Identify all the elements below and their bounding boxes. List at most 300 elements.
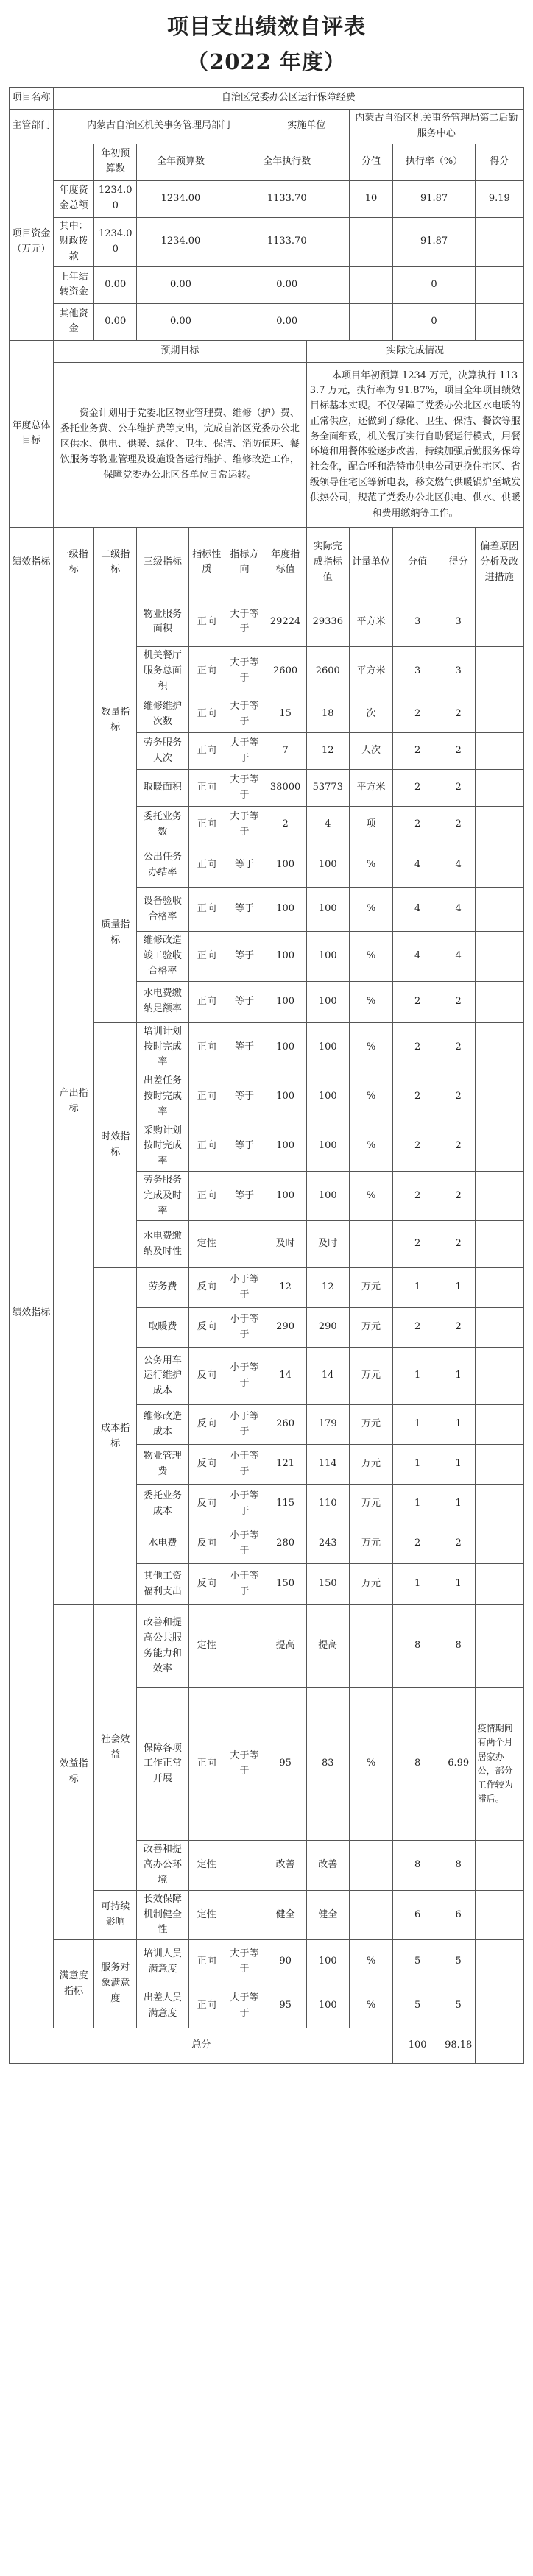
row-funds-header (10, 144, 524, 180)
indicator-unit: 万元 (349, 1524, 393, 1564)
indicator-get: 8 (442, 1841, 475, 1890)
indicator-actual: 100 (306, 888, 349, 932)
indicator-score: 8 (393, 1688, 442, 1841)
indicator-nature: 正向 (188, 807, 225, 843)
indicator-row (10, 1605, 524, 1688)
indicator-row (10, 598, 524, 646)
goals-label: 年度总体目标 (10, 340, 54, 527)
funds-row: 其中：财政拨款 1234.00 1234.00 1133.70 91.87 (10, 217, 524, 266)
indicator-actual: 18 (306, 696, 349, 733)
indicator-get: 2 (442, 770, 475, 807)
level1-output: 产出指标 (53, 598, 94, 1604)
indicator-get: 4 (442, 932, 475, 981)
indicator-unit: 万元 (349, 1348, 393, 1405)
goals-expected-text: 资金计划用于党委北区物业管理费、维修（护）费、委托业务费、公车维护费等支出，完成自治区党委办公北区供水、供电、供暖、绿化、卫生、保洁、消防值班、餐饮服务等物业管理及设施设备运行维护、维修改造工作，保障党委办公北区各单位日常运转。 (53, 362, 306, 527)
row-project-name (10, 88, 524, 110)
evaluation-table (9, 87, 524, 2064)
goals-actual-text: 本项目年初预算 1234 万元，决算执行 1133.7 万元，执行率为 91.87%，项目全年项目绩效目标基本实现。不仅保障了党委办公北区水电暖的正常供应，还做到了绿化、卫生、保洁、餐饮等服务全面细致，机关餐厅实行自助餐运行模式，用餐环境和用餐体验逐步改善，持续加强后勤服务保障社会化，配合呼和浩特市供电公司更换住宅区、省级领导住宅区等新电表，移交燃气供暖锅炉至城发供热公司，规范了党委办公北区供电、供水、供暖和费用缴纳等工作。 (306, 362, 523, 527)
col-score: 分值 (349, 144, 393, 180)
indicator-target: 90 (264, 1940, 307, 1984)
indicator-reason (475, 770, 523, 807)
indicator-nature: 反向 (188, 1268, 225, 1308)
col-get: 得分 (475, 144, 523, 180)
indicator-get: 6 (442, 1890, 475, 1939)
indicator-actual: 29336 (306, 598, 349, 646)
indicator-name: 取暖面积 (137, 770, 189, 807)
indicator-reason (475, 1564, 523, 1605)
indicator-unit: 万元 (349, 1405, 393, 1445)
indicator-row (10, 1940, 524, 1984)
indicator-get: 4 (442, 888, 475, 932)
indicator-score: 3 (393, 598, 442, 646)
indicator-unit (349, 1221, 393, 1268)
indicator-unit: 项 (349, 807, 393, 843)
indicator-nature: 反向 (188, 1564, 225, 1605)
indicator-target: 15 (264, 696, 307, 733)
row-total (10, 2028, 524, 2064)
indicator-unit: % (349, 1688, 393, 1841)
indicator-score: 8 (393, 1605, 442, 1688)
indicator-reason (475, 807, 523, 843)
indicator-reason (475, 1984, 523, 2028)
indicator-get: 8 (442, 1605, 475, 1688)
indicator-nature: 正向 (188, 981, 225, 1022)
indicator-unit: 平方米 (349, 598, 393, 646)
indicator-get: 2 (442, 1524, 475, 1564)
indicator-target: 95 (264, 1688, 307, 1841)
page-subtitle-year: （2022 年度） (187, 49, 346, 74)
indicator-direction: 等于 (225, 981, 264, 1022)
indicator-nature: 反向 (188, 1524, 225, 1564)
indicator-direction: 小于等于 (225, 1405, 264, 1445)
indicator-get: 3 (442, 646, 475, 696)
indicator-score: 4 (393, 932, 442, 981)
indicator-name: 保障各项工作正常开展 (137, 1688, 189, 1841)
indicator-reason (475, 1605, 523, 1688)
indicator-nature: 正向 (188, 1072, 225, 1122)
indicator-score: 6 (393, 1890, 442, 1939)
indicator-target: 29224 (264, 598, 307, 646)
goals-actual-head: 实际完成情况 (306, 340, 523, 362)
indicator-reason (475, 696, 523, 733)
indicator-actual: 100 (306, 932, 349, 981)
indicator-unit: % (349, 843, 393, 888)
indicator-get: 6.99 (442, 1688, 475, 1841)
indicator-name: 委托业务数 (137, 807, 189, 843)
unit-label: 实施单位 (264, 110, 349, 144)
indicator-get: 2 (442, 733, 475, 770)
indicator-actual: 100 (306, 1022, 349, 1072)
indicator-unit: 平方米 (349, 770, 393, 807)
indicator-unit (349, 1605, 393, 1688)
indicator-label: 绩效指标 (10, 598, 54, 2028)
indicator-unit: % (349, 1122, 393, 1171)
indicator-reason (475, 1171, 523, 1220)
level2-timeliness: 时效指标 (94, 1022, 137, 1268)
project-name-value: 自治区党委办公区运行保障经费 (53, 88, 523, 110)
indicator-nature: 反向 (188, 1308, 225, 1348)
indicator-unit: 次 (349, 696, 393, 733)
indicator-actual: 12 (306, 733, 349, 770)
indicator-target: 150 (264, 1564, 307, 1605)
indicator-get: 1 (442, 1268, 475, 1308)
indicator-target: 100 (264, 1072, 307, 1122)
indicator-nature: 定性 (188, 1890, 225, 1939)
indicator-get: 1 (442, 1405, 475, 1445)
funds-label: 项目资金（万元） (10, 144, 54, 340)
total-get: 98.18 (442, 2028, 475, 2064)
indicator-target: 2 (264, 807, 307, 843)
indicator-score: 2 (393, 1171, 442, 1220)
funds-row: 其他资金 0.00 0.00 0.00 0 (10, 303, 524, 340)
indicator-reason: 疫情期间有两个月居家办公，部分工作较为滞后。 (475, 1688, 523, 1841)
indicator-name: 其他工资福利支出 (137, 1564, 189, 1605)
indicator-score: 2 (393, 1221, 442, 1268)
indicator-name: 劳务服务完成及时率 (137, 1171, 189, 1220)
indicator-get: 4 (442, 843, 475, 888)
indicator-nature: 正向 (188, 646, 225, 696)
indicator-unit: 平方米 (349, 646, 393, 696)
indicator-nature: 反向 (188, 1445, 225, 1485)
indicator-reason (475, 598, 523, 646)
indicator-nature: 正向 (188, 1984, 225, 2028)
indicator-score: 5 (393, 1940, 442, 1984)
funds-row: 上年结转资金 0.00 0.00 0.00 0 (10, 266, 524, 303)
indicator-unit: 万元 (349, 1268, 393, 1308)
indicator-target: 提高 (264, 1605, 307, 1688)
indicator-score: 2 (393, 770, 442, 807)
page-title: 项目支出绩效自评表 (166, 14, 366, 39)
indicator-get: 2 (442, 981, 475, 1022)
indicator-reason (475, 1524, 523, 1564)
indicator-unit (349, 1841, 393, 1890)
level1-benefit: 效益指标 (53, 1605, 94, 1940)
indicator-get: 5 (442, 1940, 475, 1984)
indicator-nature: 正向 (188, 696, 225, 733)
indicator-actual: 4 (306, 807, 349, 843)
indicator-actual: 14 (306, 1348, 349, 1405)
indicator-target: 7 (264, 733, 307, 770)
indicator-direction: 小于等于 (225, 1445, 264, 1485)
indicator-target: 14 (264, 1348, 307, 1405)
row-department (10, 110, 524, 144)
indicator-name: 公务用车运行维护成本 (137, 1348, 189, 1405)
indicator-nature: 正向 (188, 1171, 225, 1220)
indicator-direction: 小于等于 (225, 1268, 264, 1308)
indicator-get: 1 (442, 1445, 475, 1485)
indicator-get: 2 (442, 807, 475, 843)
indicator-score: 1 (393, 1485, 442, 1524)
indicator-nature: 反向 (188, 1405, 225, 1445)
indicator-name: 水电费缴纳及时性 (137, 1221, 189, 1268)
indicator-score: 5 (393, 1984, 442, 2028)
indicator-get: 2 (442, 1072, 475, 1122)
indicator-direction (225, 1221, 264, 1268)
col-rate: 执行率（%） (393, 144, 475, 180)
total-score: 100 (393, 2028, 442, 2064)
indicator-unit: % (349, 932, 393, 981)
indicator-target: 12 (264, 1268, 307, 1308)
indicator-name: 维修改造竣工验收合格率 (137, 932, 189, 981)
indicator-target: 95 (264, 1984, 307, 2028)
indicator-score: 2 (393, 1524, 442, 1564)
indicator-actual: 179 (306, 1405, 349, 1445)
indicator-reason (475, 733, 523, 770)
indicator-nature: 定性 (188, 1221, 225, 1268)
indicator-target: 100 (264, 1171, 307, 1220)
indicator-get: 1 (442, 1485, 475, 1524)
goals-expected-head: 预期目标 (53, 340, 306, 362)
indicator-actual: 114 (306, 1445, 349, 1485)
indicator-unit: 人次 (349, 733, 393, 770)
indicator-name: 维修维护次数 (137, 696, 189, 733)
col-full-exec: 全年执行数 (225, 144, 349, 180)
level2-social: 社会效益 (94, 1605, 137, 1890)
indicator-name: 机关餐厅服务总面积 (137, 646, 189, 696)
indicator-score: 2 (393, 1072, 442, 1122)
indicator-direction (225, 1890, 264, 1939)
indicator-actual: 53773 (306, 770, 349, 807)
indicator-nature: 正向 (188, 598, 225, 646)
indicator-unit: 万元 (349, 1485, 393, 1524)
level2-service: 服务对象满意度 (94, 1940, 137, 2028)
row-goals-body (10, 362, 524, 527)
indicator-reason (475, 843, 523, 888)
indicator-reason (475, 888, 523, 932)
indicator-direction: 等于 (225, 1122, 264, 1171)
indicator-reason (475, 1268, 523, 1308)
indicator-name: 培训人员满意度 (137, 1940, 189, 1984)
indicator-name: 采购计划按时完成率 (137, 1122, 189, 1171)
indicator-name: 劳务服务人次 (137, 733, 189, 770)
indicator-nature: 正向 (188, 1122, 225, 1171)
total-label: 总分 (10, 2028, 393, 2064)
indicator-unit: 万元 (349, 1308, 393, 1348)
indicator-target: 100 (264, 1022, 307, 1072)
indicator-nature: 正向 (188, 1940, 225, 1984)
funds-row: 年度资金总额 1234.00 1234.00 1133.70 10 91.87 9.19 (10, 180, 524, 217)
indicator-direction: 大于等于 (225, 733, 264, 770)
indicator-name: 物业管理费 (137, 1445, 189, 1485)
indicator-score: 1 (393, 1564, 442, 1605)
indicator-name: 水电费缴纳足额率 (137, 981, 189, 1022)
indicator-get: 1 (442, 1564, 475, 1605)
indicator-actual: 290 (306, 1308, 349, 1348)
indicator-direction: 大于等于 (225, 646, 264, 696)
indicator-score: 1 (393, 1348, 442, 1405)
indicator-direction: 小于等于 (225, 1524, 264, 1564)
indicator-target: 121 (264, 1445, 307, 1485)
indicator-reason (475, 646, 523, 696)
indicator-unit: % (349, 888, 393, 932)
col-full-budget: 全年预算数 (137, 144, 225, 180)
indicator-actual: 健全 (306, 1890, 349, 1939)
indicator-score: 2 (393, 1308, 442, 1348)
indicator-actual: 及时 (306, 1221, 349, 1268)
row-indicator-header: 绩效指标 一级指标 二级指标 三级指标 指标性质 指标方向 年度指标值 实际完成指标值 计量单位 分值 得分 偏差原因分析及改进措施 (10, 527, 524, 598)
indicator-unit: 万元 (349, 1445, 393, 1485)
indicator-target: 100 (264, 888, 307, 932)
indicator-actual: 100 (306, 1940, 349, 1984)
indicator-target: 2600 (264, 646, 307, 696)
indicator-name: 出差人员满意度 (137, 1984, 189, 2028)
level2-cost: 成本指标 (94, 1268, 137, 1605)
indicator-actual: 100 (306, 1171, 349, 1220)
indicator-direction: 小于等于 (225, 1308, 264, 1348)
indicator-nature: 定性 (188, 1841, 225, 1890)
indicator-get: 2 (442, 1022, 475, 1072)
indicator-actual: 2600 (306, 646, 349, 696)
indicator-reason (475, 1022, 523, 1072)
indicator-actual: 100 (306, 1984, 349, 2028)
col-budget: 年初预算数 (94, 144, 137, 180)
indicator-direction: 大于等于 (225, 598, 264, 646)
indicator-name: 出差任务按时完成率 (137, 1072, 189, 1122)
indicator-name: 劳务费 (137, 1268, 189, 1308)
indicator-target: 290 (264, 1308, 307, 1348)
indicator-name: 物业服务面积 (137, 598, 189, 646)
indicator-direction: 大于等于 (225, 1940, 264, 1984)
indicator-direction: 大于等于 (225, 696, 264, 733)
indicator-nature: 定性 (188, 1605, 225, 1688)
indicator-actual: 100 (306, 981, 349, 1022)
indicator-get: 5 (442, 1984, 475, 2028)
indicator-direction: 大于等于 (225, 807, 264, 843)
indicator-unit: % (349, 1940, 393, 1984)
indicator-name: 委托业务成本 (137, 1485, 189, 1524)
project-name-label: 项目名称 (10, 88, 54, 110)
indicator-name: 取暖费 (137, 1308, 189, 1348)
indicator-unit: % (349, 1072, 393, 1122)
indicator-reason (475, 1405, 523, 1445)
indicator-get: 2 (442, 1221, 475, 1268)
indicator-target: 38000 (264, 770, 307, 807)
indicator-reason (475, 1890, 523, 1939)
indicator-direction: 等于 (225, 932, 264, 981)
indicator-score: 4 (393, 888, 442, 932)
indicator-actual: 110 (306, 1485, 349, 1524)
indicator-actual: 100 (306, 843, 349, 888)
indicator-direction: 大于等于 (225, 1688, 264, 1841)
indicator-reason (475, 1940, 523, 1984)
indicator-unit: % (349, 1984, 393, 2028)
indicator-actual: 83 (306, 1688, 349, 1841)
indicator-actual: 100 (306, 1072, 349, 1122)
indicator-name: 改善和提高公共服务能力和效率 (137, 1605, 189, 1688)
indicator-nature: 反向 (188, 1348, 225, 1405)
indicator-score: 2 (393, 696, 442, 733)
indicator-nature: 正向 (188, 843, 225, 888)
indicator-direction: 等于 (225, 1022, 264, 1072)
indicator-target: 健全 (264, 1890, 307, 1939)
indicator-target: 260 (264, 1405, 307, 1445)
level1-satisfaction: 满意度指标 (53, 1940, 94, 2028)
indicator-reason (475, 1348, 523, 1405)
row-goals-header (10, 340, 524, 362)
indicator-direction: 等于 (225, 1072, 264, 1122)
indicator-target: 100 (264, 843, 307, 888)
indicator-direction: 小于等于 (225, 1564, 264, 1605)
indicator-get: 3 (442, 598, 475, 646)
indicator-nature: 正向 (188, 1688, 225, 1841)
indicator-target: 115 (264, 1485, 307, 1524)
indicator-score: 3 (393, 646, 442, 696)
indicator-nature: 正向 (188, 888, 225, 932)
indicator-name: 公出任务办结率 (137, 843, 189, 888)
indicator-reason (475, 1445, 523, 1485)
indicator-reason (475, 1485, 523, 1524)
indicator-reason (475, 1841, 523, 1890)
indicator-score: 8 (393, 1841, 442, 1890)
level2-sustain: 可持续影响 (94, 1890, 137, 1939)
indicator-unit: % (349, 1171, 393, 1220)
indicator-get: 1 (442, 1348, 475, 1405)
indicator-unit: % (349, 1022, 393, 1072)
indicator-score: 2 (393, 733, 442, 770)
indicator-score: 1 (393, 1445, 442, 1485)
indicator-unit: 万元 (349, 1564, 393, 1605)
indicator-actual: 12 (306, 1268, 349, 1308)
indicator-name: 维修改造成本 (137, 1405, 189, 1445)
indicator-direction (225, 1841, 264, 1890)
indicator-target: 100 (264, 981, 307, 1022)
indicator-name: 改善和提高办公环境 (137, 1841, 189, 1890)
indicator-score: 4 (393, 843, 442, 888)
indicator-direction: 小于等于 (225, 1485, 264, 1524)
indicator-get: 2 (442, 696, 475, 733)
indicator-unit (349, 1890, 393, 1939)
indicator-nature: 正向 (188, 733, 225, 770)
indicator-name: 培训计划按时完成率 (137, 1022, 189, 1072)
indicator-score: 2 (393, 1122, 442, 1171)
indicator-get: 2 (442, 1308, 475, 1348)
indicator-nature: 正向 (188, 770, 225, 807)
indicator-direction (225, 1605, 264, 1688)
indicator-nature: 正向 (188, 1022, 225, 1072)
indicator-direction: 小于等于 (225, 1348, 264, 1405)
indicator-reason (475, 1072, 523, 1122)
indicator-target: 改善 (264, 1841, 307, 1890)
level2-quantity: 数量指标 (94, 598, 137, 843)
level2-quality: 质量指标 (94, 843, 137, 1022)
indicator-reason (475, 1122, 523, 1171)
indicator-score: 2 (393, 981, 442, 1022)
indicator-target: 及时 (264, 1221, 307, 1268)
indicator-reason (475, 1308, 523, 1348)
indicator-nature: 正向 (188, 932, 225, 981)
indicator-actual: 243 (306, 1524, 349, 1564)
indicator-get: 2 (442, 1122, 475, 1171)
indicator-actual: 改善 (306, 1841, 349, 1890)
indicator-unit: % (349, 981, 393, 1022)
indicator-score: 1 (393, 1268, 442, 1308)
indicator-score: 2 (393, 807, 442, 843)
unit-value: 内蒙古自治区机关事务管理局第二后勤服务中心 (349, 110, 523, 144)
indicator-actual: 100 (306, 1122, 349, 1171)
indicator-direction: 等于 (225, 888, 264, 932)
indicator-reason (475, 981, 523, 1022)
indicator-reason (475, 1221, 523, 1268)
indicator-direction: 等于 (225, 843, 264, 888)
dept-value: 内蒙古自治区机关事务管理局部门 (53, 110, 264, 144)
indicator-nature: 反向 (188, 1485, 225, 1524)
indicator-reason (475, 932, 523, 981)
indicator-actual: 150 (306, 1564, 349, 1605)
indicator-target: 280 (264, 1524, 307, 1564)
indicator-direction: 大于等于 (225, 1984, 264, 2028)
dept-label: 主管部门 (10, 110, 54, 144)
indicator-score: 2 (393, 1022, 442, 1072)
